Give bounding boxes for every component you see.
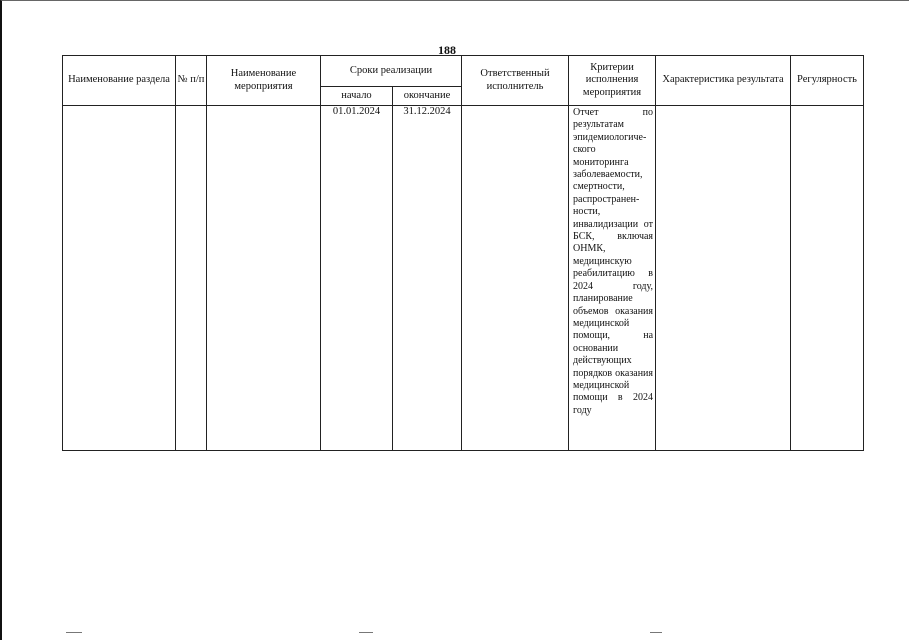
cell-section [63, 106, 176, 451]
cell-criteria [569, 106, 656, 451]
header-criteria: Критерии исполнения мероприятия [569, 56, 656, 106]
header-row [63, 56, 864, 87]
header-start: начало [321, 87, 393, 106]
header-num: № п/п [176, 56, 207, 106]
cell-num [176, 106, 207, 451]
criteria-text: Отчет по результатам эпидемиологиче-ского мониторинга заболеваемости, смертности, распространен-ности, инвалидизации от БСК, включая ОНМК, медицинскую реабилитацию в 2024 году, планирование объемов оказания медицинской помощи, на основании действующих порядков оказания медицинской помощи в 2024 году [573, 107, 654, 416]
header-end: окончание [393, 87, 462, 106]
cell-result [656, 106, 791, 451]
cell-event [207, 106, 321, 451]
scan-mark [359, 632, 373, 633]
cell-end-date: 31.12.2024 [393, 106, 462, 451]
cell-regularity [791, 106, 864, 451]
cell-responsible [462, 106, 569, 451]
header-period: Сроки реализации [321, 56, 462, 87]
header-responsible: Ответственный исполнитель [462, 56, 569, 106]
cell-start-date: 01.01.2024 [321, 106, 393, 451]
header-regularity: Регулярность [791, 56, 864, 106]
scan-mark [66, 632, 82, 633]
header-result: Характеристика результата [656, 56, 791, 106]
header-section: Наименование раздела [63, 56, 176, 106]
scan-mark [650, 632, 662, 633]
header-event: Наименование мероприятия [207, 56, 321, 106]
page-number: 188 [438, 43, 456, 57]
table-row [63, 106, 864, 451]
plan-table [62, 55, 864, 451]
